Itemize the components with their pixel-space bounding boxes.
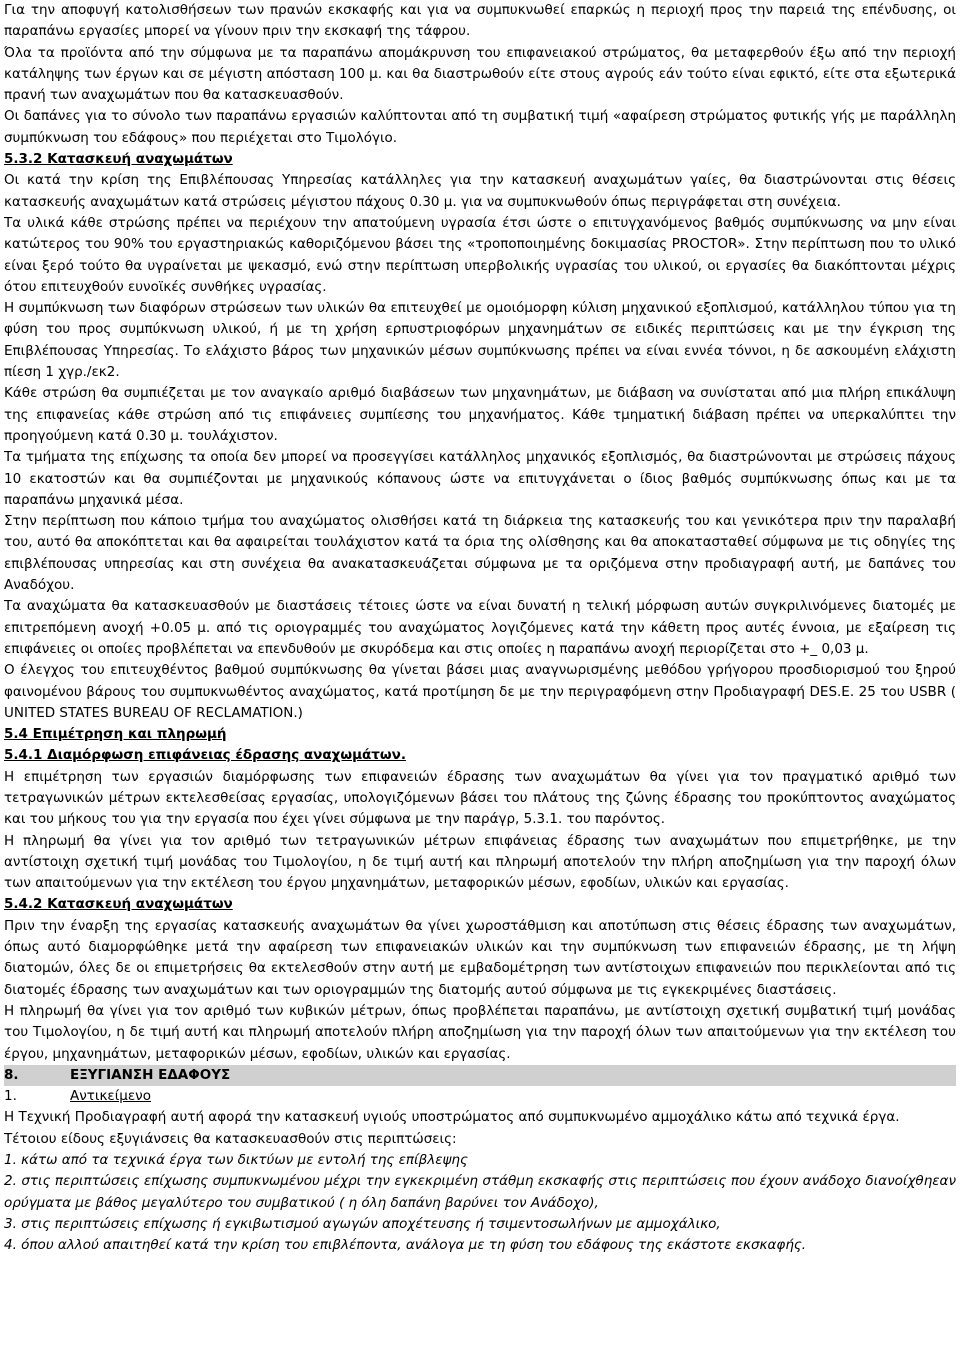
heading-5-4: 5.4 Επιμέτρηση και πληρωμή: [4, 726, 227, 743]
section-8-heading: [4, 1065, 956, 1086]
paragraph: Η επιμέτρηση των εργασιών διαμόρφωσης των επιφανειών έδρασης των αναχωμάτων θα γίνει για τον πραγματικό αριθμό των τετραγωνικών μέτρων εκτελεσθείσας εργασίας, υπολογιζόμενων βάσει του πλάτους της ζώνης έδρασης του προκύπτοντος αναχώματος και του μήκους του για την εργασία που έχει γίνει σύμφωνα με την παράγρ, 5.3.1. του παρόντος.: [4, 768, 956, 828]
subsection-heading: [4, 1086, 956, 1107]
list-item: 3. στις περιπτώσεις επίχωσης ή εγκιβωτισμού αγωγών αποχέτευσης ή τσιμεντοσωλήνων με αμμοχάλικο,: [4, 1215, 721, 1232]
paragraph: Για την αποφυγή κατολισθήσεων των πρανών εκσκαφής και για να συμπυκνωθεί επαρκώς η περιοχή προς την παρειά της επένδυσης, οι παραπάνω εργασίες μπορεί να γίνουν πριν την εκσκαφή της τάφρου.: [4, 2, 956, 40]
subsection-title: Αντικείμενο: [70, 1088, 151, 1105]
paragraph: Τα αναχώματα θα κατασκευασθούν με διαστάσεις τέτοιες ώστε να είναι δυνατή η τελική μόρφωση αυτών συγκριλινόμενες διατομές με επιτρεπόμενη ανοχή +0.05 μ. από τις οριογραμμές του αναχώματος λογιζόμενες κατά την κάθετη προς αυτές έννοια, με εξαίρεση τις επιφάνειες οι οποίες προβλέπεται να επενδυθούν με σκυρόδεμα και στις οποίες η παραπάνω ανοχή περιορίζεται στο +_ 0,03 μ.: [4, 598, 956, 657]
paragraph: Κάθε στρώση θα συμπιέζεται με τον αναγκαίο αριθμό διαβάσεων των μηχανημάτων, με διάβαση να συνίσταται από μια πλήρη επικάλυψη της επιφανείας κάθε στρώση από τις επιφάνειες συμπίεσης του μηχανήματος. Κάθε τμηματική διάβαση πρέπει να υπερκαλύπτει την προηγούμενη κατά 0.30 μ. τουλάχιστον.: [4, 385, 956, 444]
section-number: 8.: [4, 1066, 19, 1083]
section-title: ΕΞΥΓΙΑΝΣΗ ΕΔΑΦΟΥΣ: [70, 1066, 231, 1083]
paragraph: Η πληρωμή θα γίνει για τον αριθμό των κυβικών μέτρων, όπως προβλέπεται παραπάνω, με αντίστοιχη σχετική συμβατική τιμή μονάδας του Τιμολογίου, η δε τιμή αυτή και πληρωμή αποτελούν πλήρη αποζημίωση για την παροχή όλων των απαιτούμενων για την εκτέλεση του έργου, μηχανημάτων, μεταφορικών μέσων, εφοδίων, υλικών και εργασίας.: [4, 1002, 956, 1062]
heading-5-3-2: 5.3.2 Κατασκευή αναχωμάτων: [4, 151, 233, 168]
list-item: 1. κάτω από τα τεχνικά έργα των δικτύων με εντολή της επίβλεψης: [4, 1152, 468, 1169]
paragraph: Πριν την έναρξη της εργασίας κατασκευής αναχωμάτων θα γίνει χωροστάθμιση και αποτύπωση στις θέσεις έδρασης των αναχωμάτων, όπως αυτό διαμορφώθηκε μετά την αφαίρεση των επιφανειακών υλικών και την συμπύκνωση των επιφανειών έδρασης, με τη λήψη διατομών, όλες δε οι επιμετρήσεις θα εκτελεσθούν στην αυτή με εμβαδομέτρηση των αντίστοιχων επιφανειών που περικλείονται από τις διατομές έδρασης των αναχωμάτων και των οριογραμμών της διατομής αυτού σύμφωνα με τις εγκεκριμένες διαστάσεις.: [4, 917, 956, 998]
list-item: 4. όπου αλλού απαιτηθεί κατά την κρίση του επιβλέποντα, ανάλογα με τη φύση του εδάφους της εκάστοτε εκσκαφής.: [4, 1237, 807, 1254]
paragraph: Η συμπύκνωση των διαφόρων στρώσεων των υλικών θα επιτευχθεί με ομοιόμορφη κύλιση μηχανικού εξοπλισμού, κατάλληλου τύπου για τη φύση του προς συμπύκνωση υλικού, ή με τη χρήση ερπυστριοφόρων μηχανημάτων σε ειδικές περιπτώσεις και με την έγκριση της Επιβλέπουσας Υπηρεσίας. Το ελάχιστο βάρος των μηχανικών μέσων συμπύκνωσης πρέπει να είναι εννέα τόννοι, η δε ασκουμένη ελάχιστη πίεση 1 χγρ./εκ2.: [4, 300, 956, 381]
list-item: 2. στις περιπτώσεις επίχωσης συμπυκνωμένου μέχρι την εγκεκριμένη στάθμη εκσκαφής στις περιπτώσεις που έχουν ανάδοχο διανοίχθηεαν ορύγματα με βάθος μεγαλύτερο του συμβατικού ( η όλη δαπάνη βαρύνει τον Ανάδοχο),: [4, 1173, 956, 1211]
paragraph: Τα τμήματα της επίχωσης τα οποία δεν μπορεί να προσεγγίσει κατάλληλος μηχανικός εξοπλισμός, θα διαστρώνονται με στρώσεις πάχους 10 εκατοστών και θα συμπιέζονται με μηχανικούς κόπανους ώστε να επιτυγχάνεται ο ίδιος βαθμός συμπύκνωσης όπως και με τα παραπάνω μηχανικά μέσα.: [4, 449, 956, 508]
paragraph: Η Τεχνική Προδιαγραφή αυτή αφορά την κατασκευή υγιούς υποστρώματος από συμπυκνωμένο αμμοχάλικο κάτω από τεχνικά έργα.: [4, 1109, 900, 1126]
paragraph: Στην περίπτωση που κάποιο τμήμα του αναχώματος ολισθήσει κατά τη διάρκεια της κατασκευής του και γενικότερα πριν την παραλαβή του, αυτό θα αποκόπτεται και θα αφαιρείται τουλάχιστον κατά τα όρια της ολίσθησης και θα αποκατασταθεί σύμφωνα με τις οδηγίες της επιβλέπουσας υπηρεσίας και στη συνέχεια θα ανακατασκευάζεται σύμφωνα με τα οριζόμενα στην προδιαγραφή αυτή, με δαπάνες του Αναδόχου.: [4, 513, 956, 594]
paragraph: Όλα τα προϊόντα από την σύμφωνα με τα παραπάνω απομάκρυνση του επιφανειακού στρώματος, θα μεταφερθούν έξω από την περιοχή κατάληψης των έργων και σε μέγιστη απόσταση 100 μ. και θα διαστρωθούν είτε στους αγρούς εάν τούτο είναι εφικτό, είτε στα εξωτερικά πρανή των αναχωμάτων που θα κατασκευασθούν.: [4, 44, 956, 104]
paragraph: Οι δαπάνες για το σύνολο των παραπάνω εργασιών καλύπτονται από τη συμβατική τιμή «αφαίρεση στρώματος φυτικής γής με παράλληλη συμπύκνωση του εδάφους» που περιέχεται στο Τιμολόγιο.: [4, 108, 956, 146]
subsection-number: 1.: [4, 1088, 17, 1105]
heading-5-4-1: 5.4.1 Διαμόρφωση επιφάνειας έδρασης αναχωμάτων.: [4, 747, 406, 764]
cases-list: [4, 1150, 956, 1256]
paragraph: Η πληρωμή θα γίνει για τον αριθμό των τετραγωνικών μέτρων επιφάνειας έδρασης των αναχωμάτων που επιμετρήθηκε, με την αντίστοιχη σχετική τιμή μονάδας του Τιμολογίου, η δε τιμή αυτή και πληρωμή αποτελούν την πλήρη αποζημίωση για την παροχή όλων των απαιτούμενων για την εκτέλεση του έργου μηχανημάτων, μεταφορικών μέσων, εφοδίων, υλικών και εργασίας.: [4, 832, 956, 892]
paragraph: Ο έλεγχος του επιτευχθέντος βαθμού συμπύκνωσης θα γίνεται βάσει μιας αναγνωρισμένης μεθόδου γρήγορου προσδιορισμού του ξηρού φαινομένου βάρους του συμπυκνωθέντος αναχώματος, κατά προτίμηση δε με την περιγραφόμενη στην Προδιαγραφή DES.E. 25 του USBR ( UNITED STATES BUREAU OF RECLAMATION.): [4, 662, 956, 721]
heading-5-4-2: 5.4.2 Κατασκευή αναχωμάτων: [4, 896, 233, 913]
paragraph: Τέτοιου είδους εξυγιάνσεις θα κατασκευασθούν στις περιπτώσεις:: [4, 1130, 457, 1147]
paragraph: Οι κατά την κρίση της Επιβλέπουσας Υπηρεσίας κατάλληλες για την κατασκευή αναχωμάτων γαίες, θα διαστρώνονται στις θέσεις κατασκευής αναχωμάτων κατά στρώσεις μέγιστου πάχους 0.30 μ. για να συμπυκνωθούν όπως περιγράφεται στη συνέχεια.: [4, 172, 956, 210]
paragraph: Τα υλικά κάθε στρώσης πρέπει να περιέχουν την απατούμενη υγρασία έτσι ώστε ο επιτυγχανόμενος βαθμός συμπύκνωσης να μην είναι κατώτερος του 90% του εργαστηριακώς καθοριζόμενου βάσει της «τροποποιημένης δοκιμασίας PROCTOR». Στην περίπτωση που το υλικό είναι ξερό τούτο θα υγραίνεται με ψεκασμό, ενώ στην περίπτωση υπερβολικής υγρασίας του υλικού, οι εργασίες θα διακόπτονται μέχρις ότου επιτευχθούν ευνοϊκές συνθήκες υγρασίας.: [4, 214, 956, 295]
